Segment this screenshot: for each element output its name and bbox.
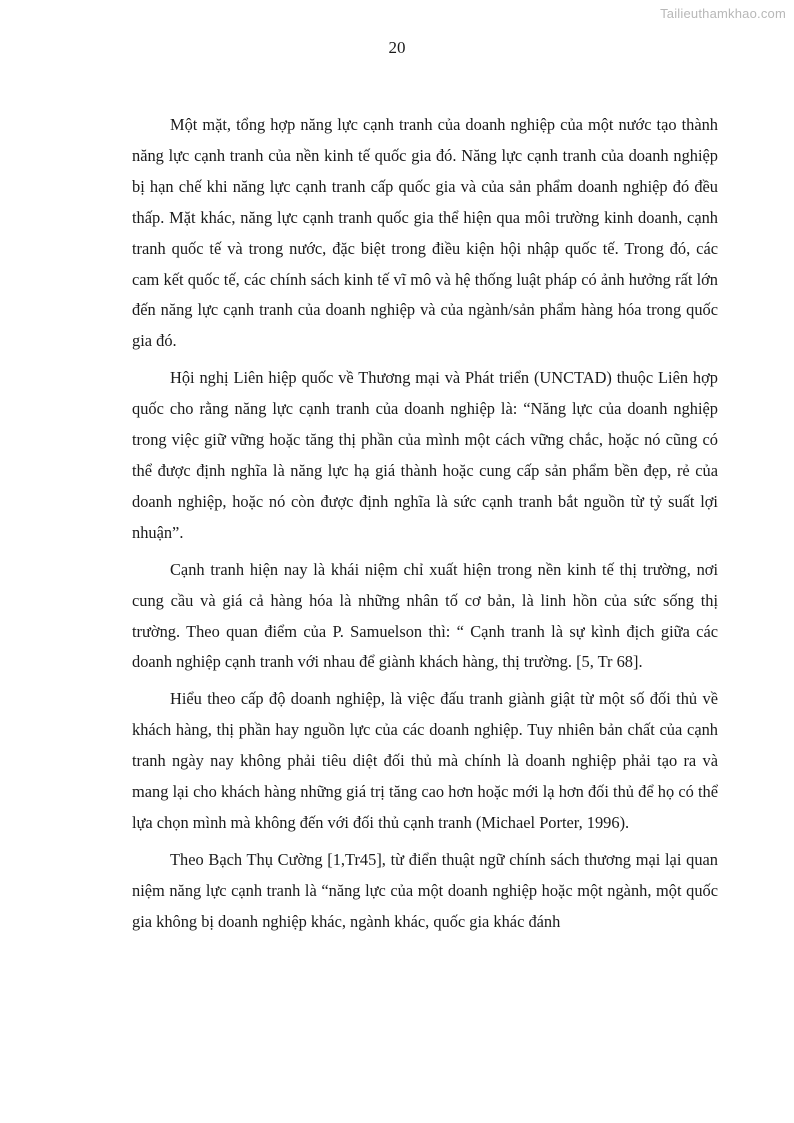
document-body: [132, 110, 718, 944]
paragraph-5: Theo Bạch Thụ Cường [1,Tr45], từ điển thuật ngữ chính sách thương mại lại quan niệm năng lực cạnh tranh là “năng lực của một doanh nghiệp hoặc một ngành, một quốc gia không bị doanh nghiệp khác, ngành khác, quốc gia khác đánh: [132, 849, 718, 931]
paragraph-4: Hiểu theo cấp độ doanh nghiệp, là việc đấu tranh giành giật từ một số đối thủ về khách hàng, thị phần hay nguồn lực của các doanh nghiệp. Tuy nhiên bản chất của cạnh tranh ngày nay không phải tiêu diệt đối thủ mà chính là doanh nghiệp phải tạo ra và mang lại cho khách hàng những giá trị tăng cao hơn hoặc mới lạ hơn đối thủ để họ có thể lựa chọn mình mà không đến với đối thủ cạnh tranh (Michael Porter, 1996).: [132, 689, 718, 832]
paragraph-2: Hội nghị Liên hiệp quốc về Thương mại và Phát triển (UNCTAD) thuộc Liên hợp quốc cho rằng năng lực cạnh tranh của doanh nghiệp là: “Năng lực của doanh nghiệp trong việc giữ vững hoặc tăng thị phần của mình một cách vững chắc, hoặc nó cũng có thể được định nghĩa là năng lực hạ giá thành hoặc cung cấp sản phẩm bền đẹp, rẻ của doanh nghiệp, hoặc nó còn được định nghĩa là sức cạnh tranh bắt nguồn từ tỷ suất lợi nhuận”.: [132, 368, 718, 542]
page-number: 20: [388, 38, 406, 57]
watermark-text: Tailieuthamkhao.com: [660, 6, 786, 21]
paragraph-3: Cạnh tranh hiện nay là khái niệm chỉ xuất hiện trong nền kinh tế thị trường, nơi cung cầu và giá cả hàng hóa là những nhân tố cơ bản, là linh hồn của sức sống thị trường. Theo quan điểm của P. Samuelson thì: “ Cạnh tranh là sự kình địch giữa các doanh nghiệp cạnh tranh với nhau để giành khách hàng, thị trường. [5, Tr 68].: [132, 559, 718, 672]
paragraph-1: Một mặt, tổng hợp năng lực cạnh tranh của doanh nghiệp của một nước tạo thành năng lực cạnh tranh của nền kinh tế quốc gia đó. Năng lực cạnh tranh của doanh nghiệp bị hạn chế khi năng lực cạnh tranh cấp quốc gia và của sản phẩm doanh nghiệp đó đều thấp. Mặt khác, năng lực cạnh tranh quốc gia thể hiện qua môi trường kinh doanh, cạnh tranh quốc tế và trong nước, đặc biệt trong điều kiện hội nhập quốc tế. Trong đó, các cam kết quốc tế, các chính sách kinh tế vĩ mô và hệ thống luật pháp có ảnh hưởng rất lớn đến năng lực cạnh tranh của doanh nghiệp và của ngành/sản phẩm hàng hóa trong quốc gia đó.: [132, 115, 718, 351]
